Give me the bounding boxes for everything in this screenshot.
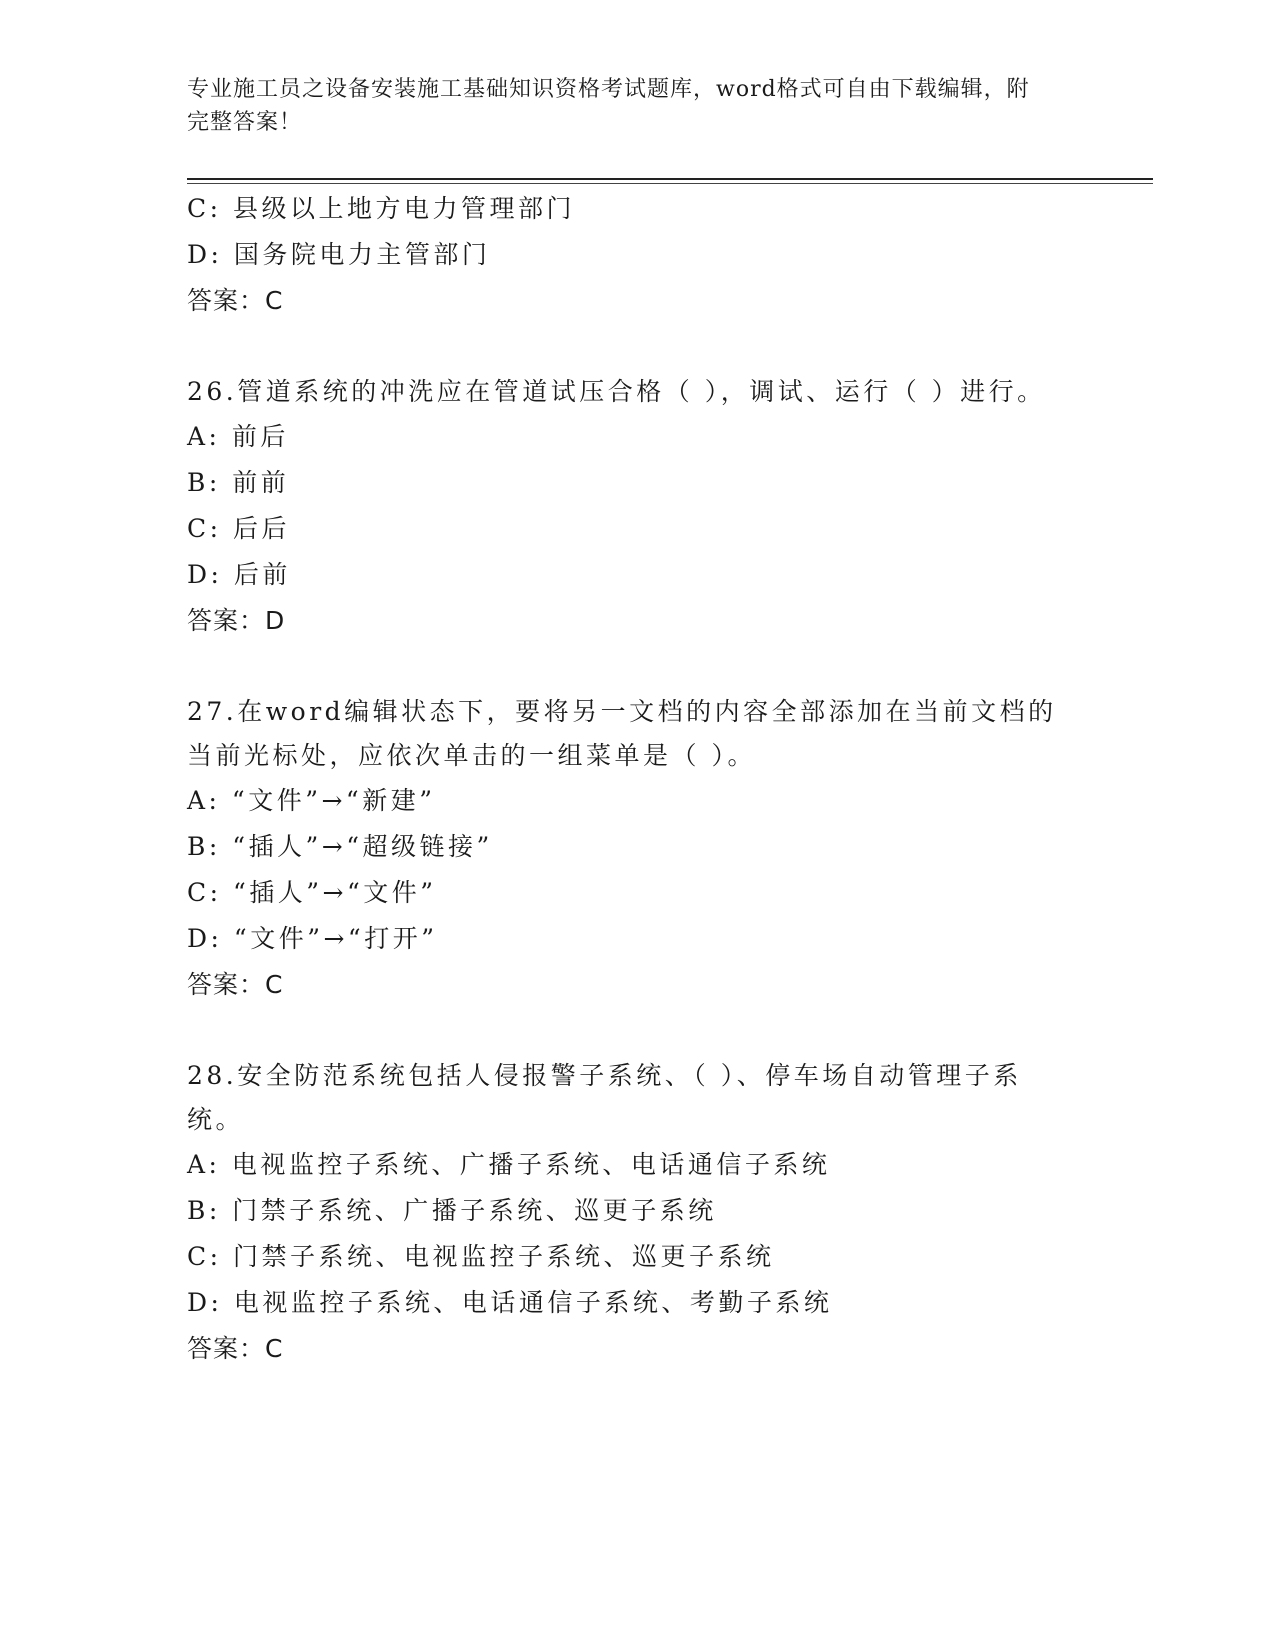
header-divider-thin [187, 183, 1153, 184]
question-text: 27.在word编辑状态下，要将另一文档的内容全部添加在当前文档的当前光标处，应依次单击的一组菜单是（ ）。 [187, 697, 1057, 770]
question-28 [187, 1054, 1087, 1372]
option-c: C: 后后 [187, 514, 290, 543]
option-d: D: 后前 [187, 560, 291, 589]
spacer [187, 324, 1087, 370]
option-a: A: “文件”→“新建” [187, 786, 436, 815]
option-d: D: “文件”→“打开” [187, 924, 438, 953]
document-page [187, 0, 1153, 1650]
question-27 [187, 690, 1087, 1008]
option-a: A: 前后 [187, 422, 289, 451]
answer-label: 答案：D [187, 606, 286, 635]
answer-label: 答案：C [187, 1334, 284, 1363]
option-c: C: 门禁子系统、电视监控子系统、巡更子系统 [187, 1242, 775, 1271]
answer-label: 答案：C [187, 970, 284, 999]
option-b: B: 门禁子系统、广播子系统、巡更子系统 [187, 1196, 717, 1225]
question-25 [187, 186, 1087, 324]
question-text: 28.安全防范系统包括人侵报警子系统、（ ）、停车场自动管理子系统。 [187, 1061, 1022, 1134]
question-text: 26.管道系统的冲洗应在管道试压合格（ ），调试、运行（ ）进行。 [187, 377, 1046, 406]
option-c: C: “插人”→“文件” [187, 878, 437, 907]
option-b: B: 前前 [187, 468, 290, 497]
option-d: D: 国务院电力主管部门 [187, 240, 491, 269]
document-header-title: 专业施工员之设备安装施工基础知识资格考试题库，word格式可自由下载编辑，附完整答案！ [187, 77, 1030, 135]
question-26 [187, 370, 1087, 644]
option-a: A: 电视监控子系统、广播子系统、电话通信子系统 [187, 1150, 831, 1179]
spacer [187, 1008, 1087, 1054]
question-list [187, 186, 1087, 1372]
answer-label: 答案：C [187, 286, 284, 315]
option-d: D: 电视监控子系统、电话通信子系统、考勤子系统 [187, 1288, 833, 1317]
option-c: C: 县级以上地方电力管理部门 [187, 194, 575, 223]
spacer [187, 644, 1087, 690]
header-divider-thick [187, 178, 1153, 180]
option-b: B: “插人”→“超级链接” [187, 832, 493, 861]
